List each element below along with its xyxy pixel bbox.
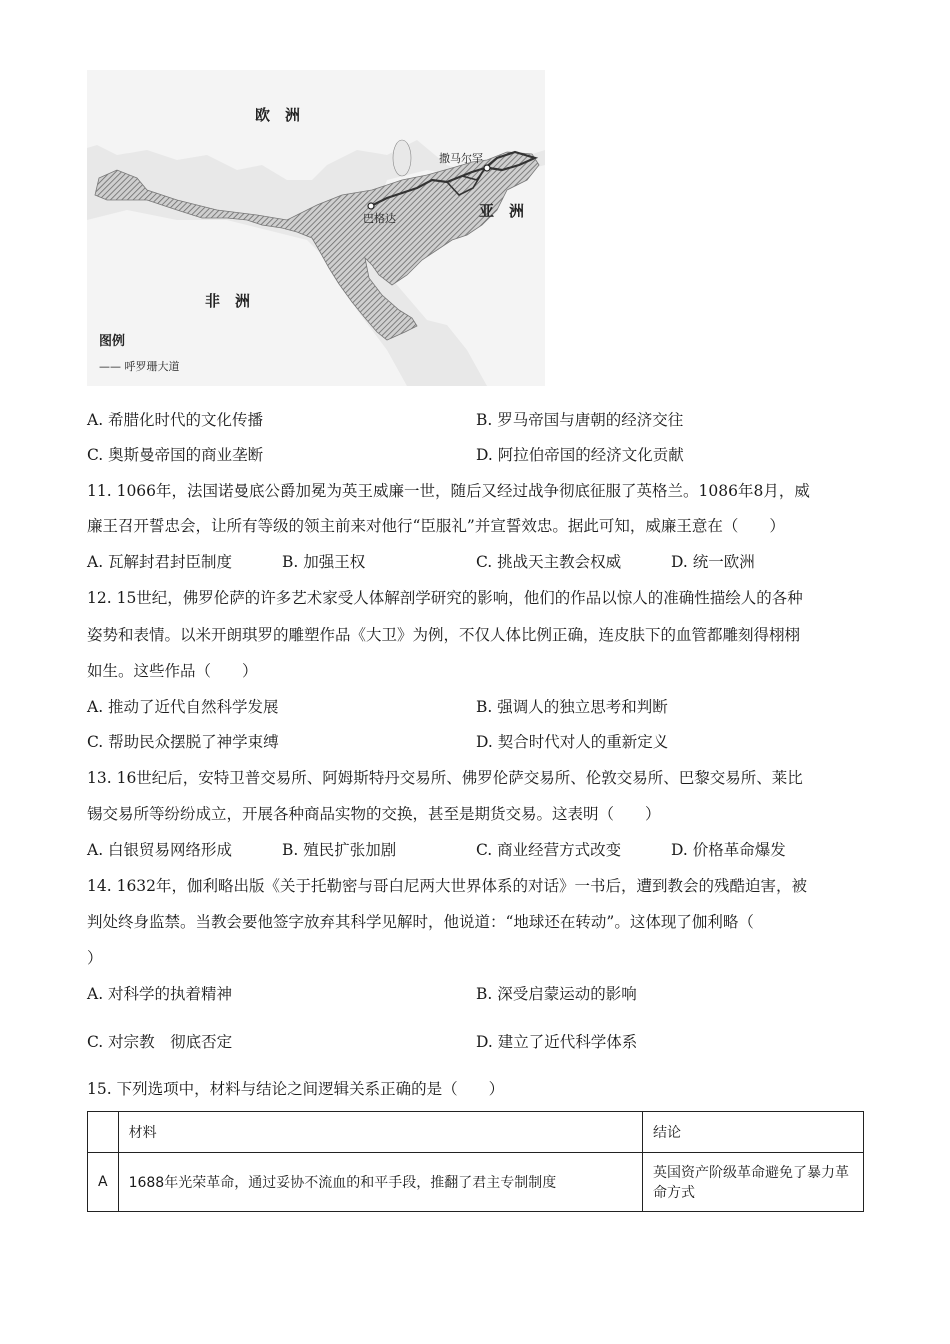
q14-option-b[interactable]: B. 深受启蒙运动的影响 [476,985,637,1003]
q10-option-a[interactable]: A. 希腊化时代的文化传播 [87,411,264,429]
q13-option-b[interactable]: B. 殖民扩张加剧 [282,841,397,859]
q13-option-d[interactable]: D. 价格革命爆发 [671,841,786,859]
table-cell-conclusion: 英国资产阶级革命避免了暴力革命方式 [643,1153,864,1212]
table-header-row [88,1112,864,1153]
table-cell-material: 1688年光荣革命，通过妥协不流血的和平手段，推翻了君主专制制度 [118,1153,642,1212]
map-label-europe: 欧 洲 [255,106,301,124]
q11-option-b[interactable]: B. 加强王权 [282,553,366,571]
q11-option-c[interactable]: C. 挑战天主教会权威 [476,553,622,571]
q11-stem-line-2: 廉王召开誓忠会，让所有等级的领主前来对他行“臣服礼”并宣誓效忠。据此可知，威廉王意在（ ） [87,517,785,535]
table-header-option [88,1112,119,1153]
baghdad-marker [368,203,374,209]
q13-stem-line-2: 锡交易所等纷纷成立，开展各种商品实物的交换，甚至是期货交易。这表明（ ） [87,805,661,823]
q15-table [87,1111,864,1212]
q11-stem-line-1: 11. 1066年，法国诺曼底公爵加冕为英王威廉一世，随后又经过战争彻底征服了英格兰。1086年8月，威 [87,482,810,500]
q13-option-a[interactable]: A. 白银贸易网络形成 [87,841,233,859]
table-cell-option: A [88,1153,119,1212]
q12-option-a[interactable]: A. 推动了近代自然科学发展 [87,698,279,716]
q14-option-a[interactable]: A. 对科学的执着精神 [87,985,233,1003]
q10-option-d[interactable]: D. 阿拉伯帝国的经济文化贡献 [476,446,684,464]
q12-option-b[interactable]: B. 强调人的独立思考和判断 [476,698,668,716]
q13-stem-line-1: 13. 16世纪后，安特卫普交易所、阿姆斯特丹交易所、佛罗伦萨交易所、伦敦交易所、巴黎交易所、莱比 [87,769,803,787]
table-row[interactable] [88,1153,864,1212]
caspian-sea [393,140,411,176]
q11-option-a[interactable]: A. 瓦解封君封臣制度 [87,553,233,571]
map-label-samarkand: 撒马尔罕 [439,152,483,165]
q14-option-d[interactable]: D. 建立了近代科学体系 [476,1033,638,1051]
q12-option-d[interactable]: D. 契合时代对人的重新定义 [476,733,669,751]
q10-option-b[interactable]: B. 罗马帝国与唐朝的经济交往 [476,411,684,429]
q14-stem-line-3: ） [87,949,103,967]
q14-stem-line-1: 14. 1632年，伽利略出版《关于托勒密与哥白尼两大世界体系的对话》一书后，遭到教会的残酷迫害，被 [87,877,808,895]
map-svg [87,70,545,386]
table-header-conclusion: 结论 [643,1112,864,1153]
q13-option-c[interactable]: C. 商业经营方式改变 [476,841,622,859]
q12-stem-line-3: 如生。这些作品（ ） [87,662,258,680]
table-header-material: 材料 [118,1112,642,1153]
q14-stem-line-2: 判处终身监禁。当教会要他签字放弃其科学见解时，他说道：“地球还在转动”。这体现了伽利略（ [87,913,754,931]
map-legend-item: —— 呼罗珊大道 [99,360,180,373]
map-figure [87,70,545,386]
q12-stem-line-2: 姿势和表情。以米开朗琪罗的雕塑作品《大卫》为例，不仅人体比例正确，连皮肤下的血管都雕刻得栩栩 [87,626,801,644]
map-label-africa: 非 洲 [205,292,251,310]
map-label-asia: 亚 洲 [479,202,525,220]
q12-stem-line-1: 12. 15世纪，佛罗伦萨的许多艺术家受人体解剖学研究的影响，他们的作品以惊人的准确性描绘人的各种 [87,589,803,607]
q12-option-c[interactable]: C. 帮助民众摆脱了神学束缚 [87,733,279,751]
map-legend-title: 图例 [99,334,126,349]
q14-option-c[interactable]: C. 对宗教 彻底否定 [87,1033,233,1051]
samarkand-marker [484,165,490,171]
q11-option-d[interactable]: D. 统一欧洲 [671,553,755,571]
map-label-baghdad: 巴格达 [363,212,396,225]
q15-stem: 15. 下列选项中，材料与结论之间逻辑关系正确的是（ ） [87,1080,505,1098]
q10-option-c[interactable]: C. 奥斯曼帝国的商业垄断 [87,446,264,464]
